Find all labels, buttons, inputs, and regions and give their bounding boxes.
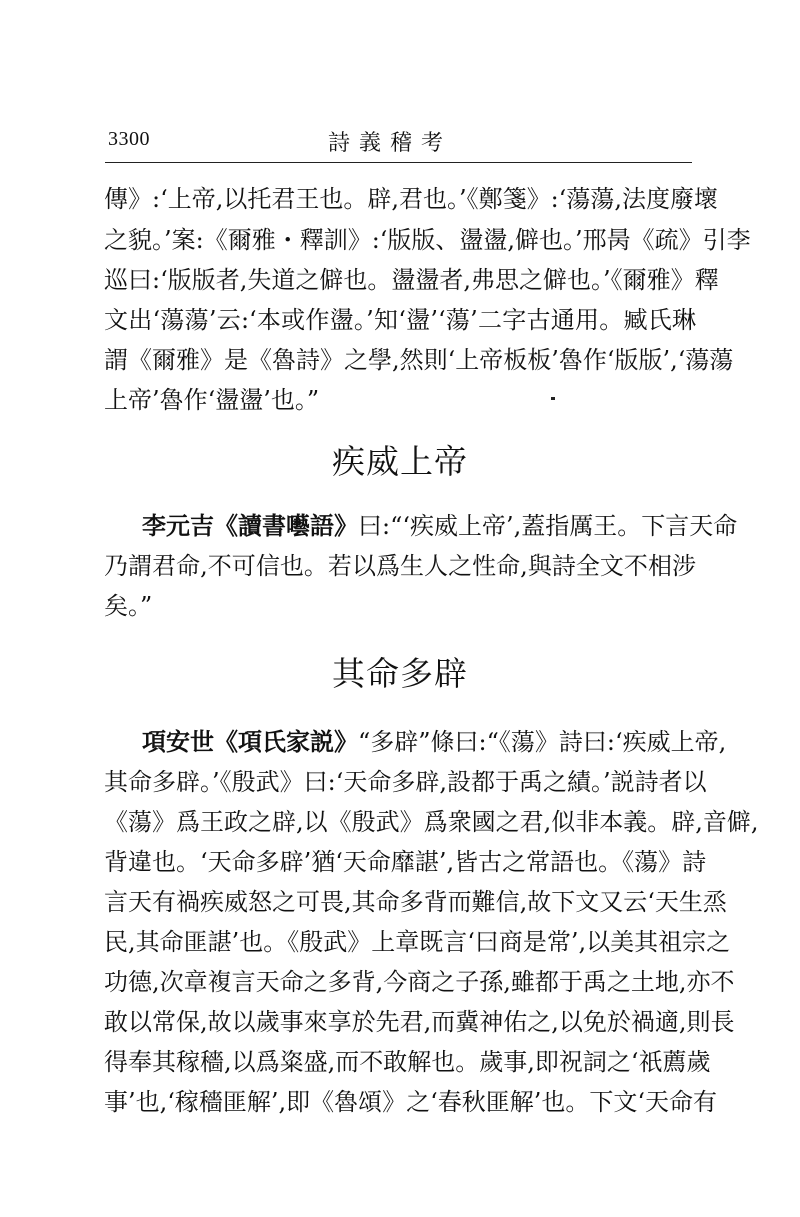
running-title: 詩義稽考 xyxy=(328,131,453,156)
text-line: 謂《爾雅》是《魯詩》之學,然則‘上帝板板’魯作‘版版’,‘蕩蕩 xyxy=(104,346,734,374)
text-line: 言天有禍疾威怒之可畏,其命多背而難信,故下文又云‘天生烝 xyxy=(104,888,727,916)
text-line: 敢以常保,故以歲事來享於先君,而冀神佑之,以免於禍適,則長 xyxy=(104,1008,735,1036)
header-rule xyxy=(105,162,692,163)
text-line: 上帝’魯作‘盪盪’也。” xyxy=(104,386,320,414)
text-line: 背違也。‘天命多辟’猶‘天命靡諶’,皆古之常語也。《蕩》詩 xyxy=(104,848,707,876)
text-line: 之貌。’案:《爾雅・釋訓》:‘版版、盪盪,僻也。’邢昺《疏》引李 xyxy=(104,226,751,254)
cited-source: 項安世《項氏家説》 xyxy=(142,728,358,756)
text-line: 文出‘蕩蕩’云:‘本或作盪。’知‘盪’‘蕩’二字古通用。臧氏琳 xyxy=(104,306,696,334)
text-line: 事’也,‘稼穡匪解’,即《魯頌》之‘春秋匪解’也。下文‘天命有 xyxy=(104,1088,718,1116)
text-span: “多辟”條曰:“《蕩》詩曰:‘疾威上帝, xyxy=(358,728,727,756)
section-heading: 其命多辟 xyxy=(332,654,468,693)
text-line: 矣。” xyxy=(104,592,153,620)
text-line: 得奉其稼穡,以爲粢盛,而不敢解也。歲事,即祝詞之‘祇薦歲 xyxy=(104,1048,711,1076)
text-line: 功德,次章複言天命之多背,今商之子孫,雖都于禹之土地,亦不 xyxy=(104,968,735,996)
text-line: 民,其命匪諶’也。《殷武》上章既言‘曰商是常’,以美其祖宗之 xyxy=(104,928,731,956)
text-span: 曰:“‘疾威上帝’,蓋指厲王。下言天命 xyxy=(358,512,738,540)
cited-source: 李元吉《讀書囈語》 xyxy=(142,512,358,540)
paragraph-first-line xyxy=(142,506,738,546)
page-number: 3300 xyxy=(108,128,150,150)
text-line: 乃謂君命,不可信也。若以爲生人之性命,與詩全文不相涉 xyxy=(104,552,696,580)
text-line: 其命多辟。’《殷武》曰:‘天命多辟,設都于禹之績。’説詩者以 xyxy=(104,768,707,796)
print-speck xyxy=(551,397,555,400)
text-line: 巡曰:‘版版者,失道之僻也。盪盪者,弗思之僻也。’《爾雅》釋 xyxy=(104,266,719,294)
text-line: 傳》:‘上帝,以托君王也。辟,君也。’《鄭箋》:‘蕩蕩,法度廢壞 xyxy=(104,185,718,213)
section-heading: 疾威上帝 xyxy=(332,442,468,481)
text-line: 《蕩》爲王政之辟,以《殷武》爲衆國之君,似非本義。辟,音僻, xyxy=(104,808,759,836)
paragraph-first-line xyxy=(142,722,727,762)
